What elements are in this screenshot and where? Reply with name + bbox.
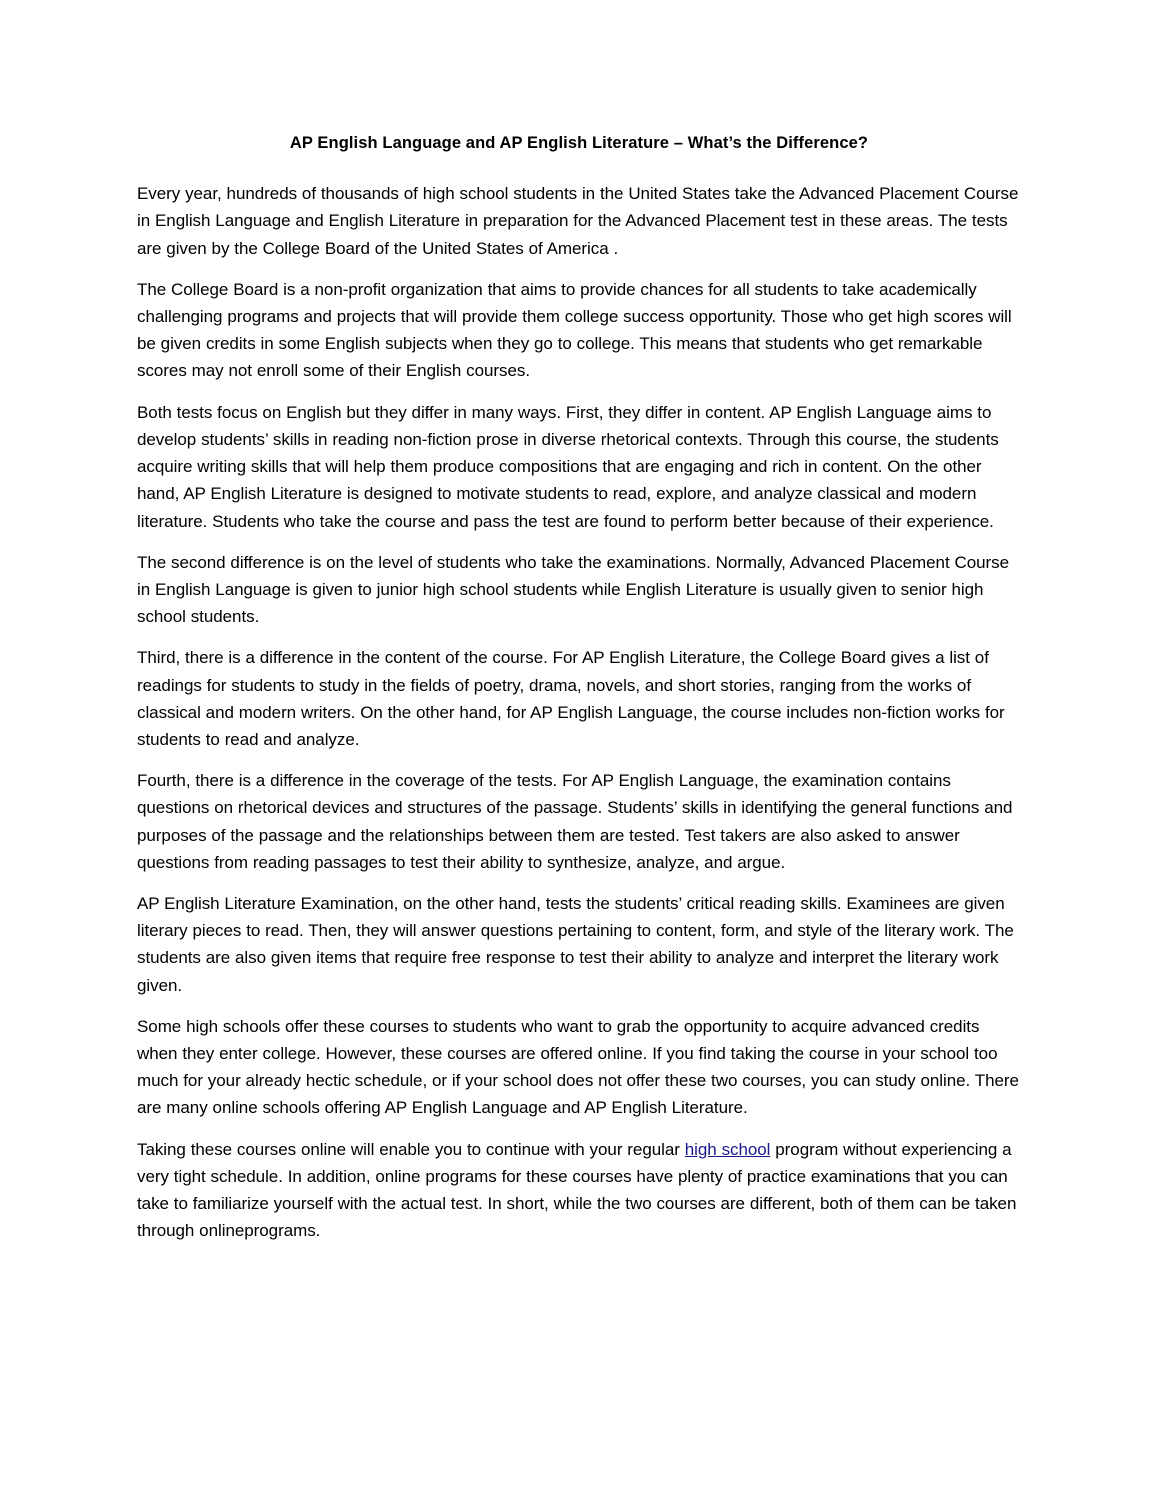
paragraph-9-text-after-link: program without experiencing a very tight schedule. In addition, online programs for these courses have plenty of practice examinations that you can take to familiarize yourself with the actual test. In short, while the two courses are different, both of them can be taken through onlineprograms.	[137, 1139, 1017, 1241]
paragraph-7: AP English Literature Examination, on the other hand, tests the students’ critical reading skills. Examinees are given literary pieces to read. Then, they will answer questions pertaining to content, form, and style of the literary work. The students are also given items that require free response to test their ability to analyze and interpret the literary work given.	[137, 893, 1014, 995]
paragraph-2: The College Board is a non-profit organization that aims to provide chances for all students to take academically challenging programs and projects that will provide them college success opportunity. Those who get high scores will be given credits in some English subjects when they go to college. This means that students who get remarkable scores may not enroll some of their English courses.	[137, 279, 1012, 381]
paragraph-8: Some high schools offer these courses to students who want to grab the opportunity to acquire advanced credits when they enter college. However, these courses are offered online. If you find taking the course in your school too much for your already hectic schedule, or if your school does not offer these two courses, you can study online. There are many online schools offering AP English Language and AP English Literature.	[137, 1016, 1019, 1118]
paragraph-9-text-before-link: Taking these courses online will enable you to continue with your regular	[137, 1139, 685, 1159]
paragraph-1: Every year, hundreds of thousands of high school students in the United States take the Advanced Placement Course in English Language and English Literature in preparation for the Advanced Placement test in these areas. The tests are given by the College Board of the United States of America .	[137, 184, 1019, 258]
paragraph-4: The second difference is on the level of students who take the examinations. Normally, Advanced Placement Course in English Language is given to junior high school students while English Literature is usually given to senior high school students.	[137, 552, 1010, 627]
document-body	[137, 132, 1021, 1244]
high-school-link[interactable]: high school	[684, 1139, 771, 1159]
paragraph-3: Both tests focus on English but they differ in many ways. First, they differ in content. AP English Language aims to develop students’ skills in reading non-fiction prose in diverse rhetorical contexts. Through this course, the students acquire writing skills that will help them produce compositions that are engaging and rich in content. On the other hand, AP English Literature is designed to motivate students to read, explore, and analyze classical and modern literature. Students who take the course and pass the test are found to perform better because of their experience.	[137, 402, 999, 531]
page-title: AP English Language and AP English Literature – What’s the Difference?	[289, 134, 869, 152]
paragraph-6: Fourth, there is a difference in the coverage of the tests. For AP English Language, the examination contains questions on rhetorical devices and structures of the passage. Students’ skills in identifying the general functions and purposes of the passage and the relationships between them are tested. Test takers are also asked to answer questions from reading passages to test their ability to synthesize, analyze, and argue.	[137, 771, 1013, 872]
paragraph-9	[137, 1136, 1021, 1245]
paragraph-5: Third, there is a difference in the content of the course. For AP English Literature, the College Board gives a list of readings for students to study in the fields of poetry, drama, novels, and short stories, ranging from the works of classical and modern writers. On the other hand, for AP English Language, the course includes non-fiction works for students to read and analyze.	[137, 648, 1005, 749]
